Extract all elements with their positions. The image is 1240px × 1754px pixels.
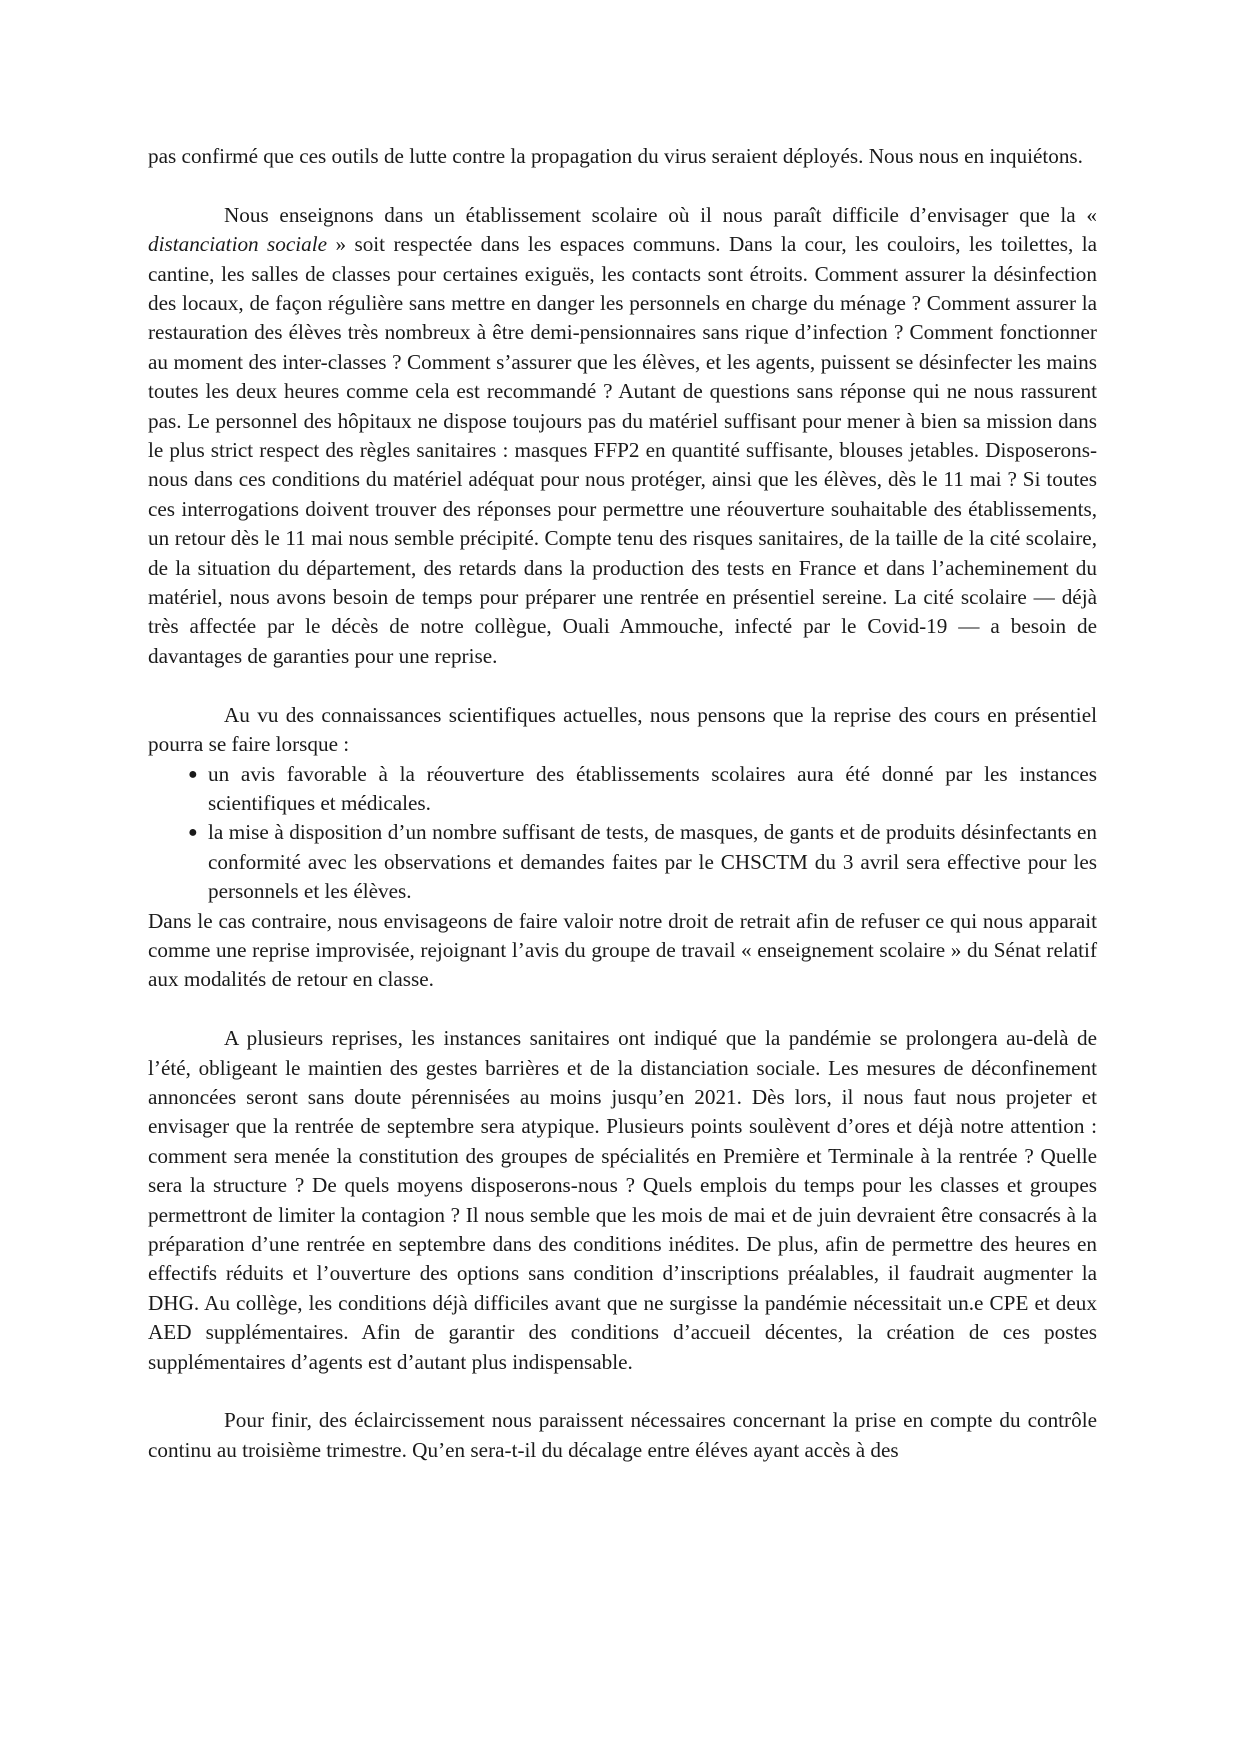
paragraph-distanciation-rest: » soit respectée dans les espaces communs. Dans la cour, les couloirs, les toilettes, la cantine, les salles de classes pour certaines exiguës, les contacts sont étroits. Comment assurer la désinfection des locaux, de façon régulière sans mettre en danger les personnels en charge du ménage ? Comment assurer la restauration des élèves très nombreux à être demi-pensionnaires sans rique d’infection ? Comment fonctionner au moment des inter-classes ? Comment s’assurer que les élèves, et les agents, puissent se désinfecter les mains toutes les deux heures comme cela est recommandé ? Autant de questions sans réponse qui ne nous rassurent pas. Le personnel des hôpitaux ne dispose toujours pas du matériel suffisant pour mener à bien sa mission dans le plus strict respect des règles sanitaires : masques FFP2 en quantité suffisante, blouses jetables. Disposerons-nous dans ces conditions du matériel adéquat pour nous protéger, ainsi que les élèves, dès le 11 mai ? Si toutes ces interrogations doivent trouver des réponses pour permettre une réouverture souhaitable des établissements, un retour dès le 11 mai nous semble précipité. Compte tenu des risques sanitaires, de la taille de la cité scolaire, de la situation du département, des retards dans la production des tests en France et dans l’acheminement du matériel, nous avons besoin de temps pour préparer une rentrée en présentiel sereine. La cité scolaire — déjà très affectée par le décès de notre collègue, Ouali Ammouche, infecté par le Covid-19 — a besoin de davantages de garanties pour une reprise. bbox=[148, 232, 1097, 668]
list-item-text: la mise à disposition d’un nombre suffisant de tests, de masques, de gants et de produits désinfectants en conformité avec les observations et demandes faites par le CHSCTM du 3 avril sera effective pour les personnels et les élèves. bbox=[208, 820, 1097, 904]
bullet-icon: ● bbox=[188, 765, 198, 783]
list-item bbox=[148, 760, 1097, 819]
paragraph-rentree-septembre: A plusieurs reprises, les instances sanitaires ont indiqué que la pandémie se prolongera au-delà de l’été, obligeant le maintien des gestes barrières et de la distanciation sociale. Les mesures de déconfinement annoncées seront sans doute pérennisées au moins jusqu’en 2021. Dès lors, il nous faut nous projeter et envisager que la rentrée de septembre sera atypique. Plusieurs points soulèvent d’ores et déjà notre attention : comment sera menée la constitution des groupes de spécialités en Première et Terminale à la rentrée ? Quelle sera la structure ? De quels moyens disposerons-nous ? Quels emplois du temps pour les classes et groupes permettront de limiter la contagion ? Il nous semble que les mois de mai et de juin devraient être consacrés à la préparation d’une rentrée en septembre dans des conditions inédites. De plus, afin de permettre des heures en effectifs réduits et l’ouverture des options sans condition d’inscriptions préalables, il faudrait augmenter la DHG. Au collège, les conditions déjà difficiles avant que ne surgisse la pandémie nécessitait un.e CPE et deux AED supplémentaires. Afin de garantir des conditions d’accueil décentes, la création de ces postes supplémentaires d’agents est d’autant plus indispensable. bbox=[148, 1026, 1097, 1374]
paragraph-droit-retrait: Dans le cas contraire, nous envisageons de faire valoir notre droit de retrait afin de refuser ce qui nous apparait comme une reprise improvisée, rejoignant l’avis du groupe de travail « enseignement scolaire » du Sénat relatif aux modalités de retour en classe. bbox=[148, 908, 1097, 992]
paragraph-distanciation-start: Nous enseignons dans un établissement scolaire où il nous paraît difficile d’envisager que la « bbox=[224, 202, 1097, 227]
list-item bbox=[148, 818, 1097, 906]
italic-term: distanciation sociale bbox=[148, 232, 328, 257]
paragraph-gap bbox=[148, 171, 1097, 200]
bullet-icon: ● bbox=[188, 824, 198, 842]
conditions-list bbox=[148, 760, 1097, 907]
paragraph-conditions-intro: Au vu des connaissances scientifiques actuelles, nous pensons que la reprise des cours en présentiel pourra se faire lorsque : bbox=[148, 702, 1097, 757]
paragraph-distanciation bbox=[148, 201, 1097, 672]
paragraph-continuation: pas confirmé que ces outils de lutte contre la propagation du virus seraient déployés. Nous nous en inquiétons. bbox=[148, 144, 1083, 168]
paragraph-controle-continu: Pour finir, des éclaircissement nous paraissent nécessaires concernant la prise en compte du contrôle continu au troisième trimestre. Qu’en sera-t-il du décalage entre éléves ayant accès à des bbox=[148, 1408, 1097, 1462]
list-item-text: un avis favorable à la réouverture des établissements scolaires aura été donné par les instances scientifiques et médicales. bbox=[208, 761, 1097, 815]
paragraph-gap bbox=[148, 995, 1097, 1024]
paragraph-gap bbox=[148, 1377, 1097, 1406]
document-page bbox=[148, 142, 1097, 1465]
paragraph-gap bbox=[148, 671, 1097, 700]
